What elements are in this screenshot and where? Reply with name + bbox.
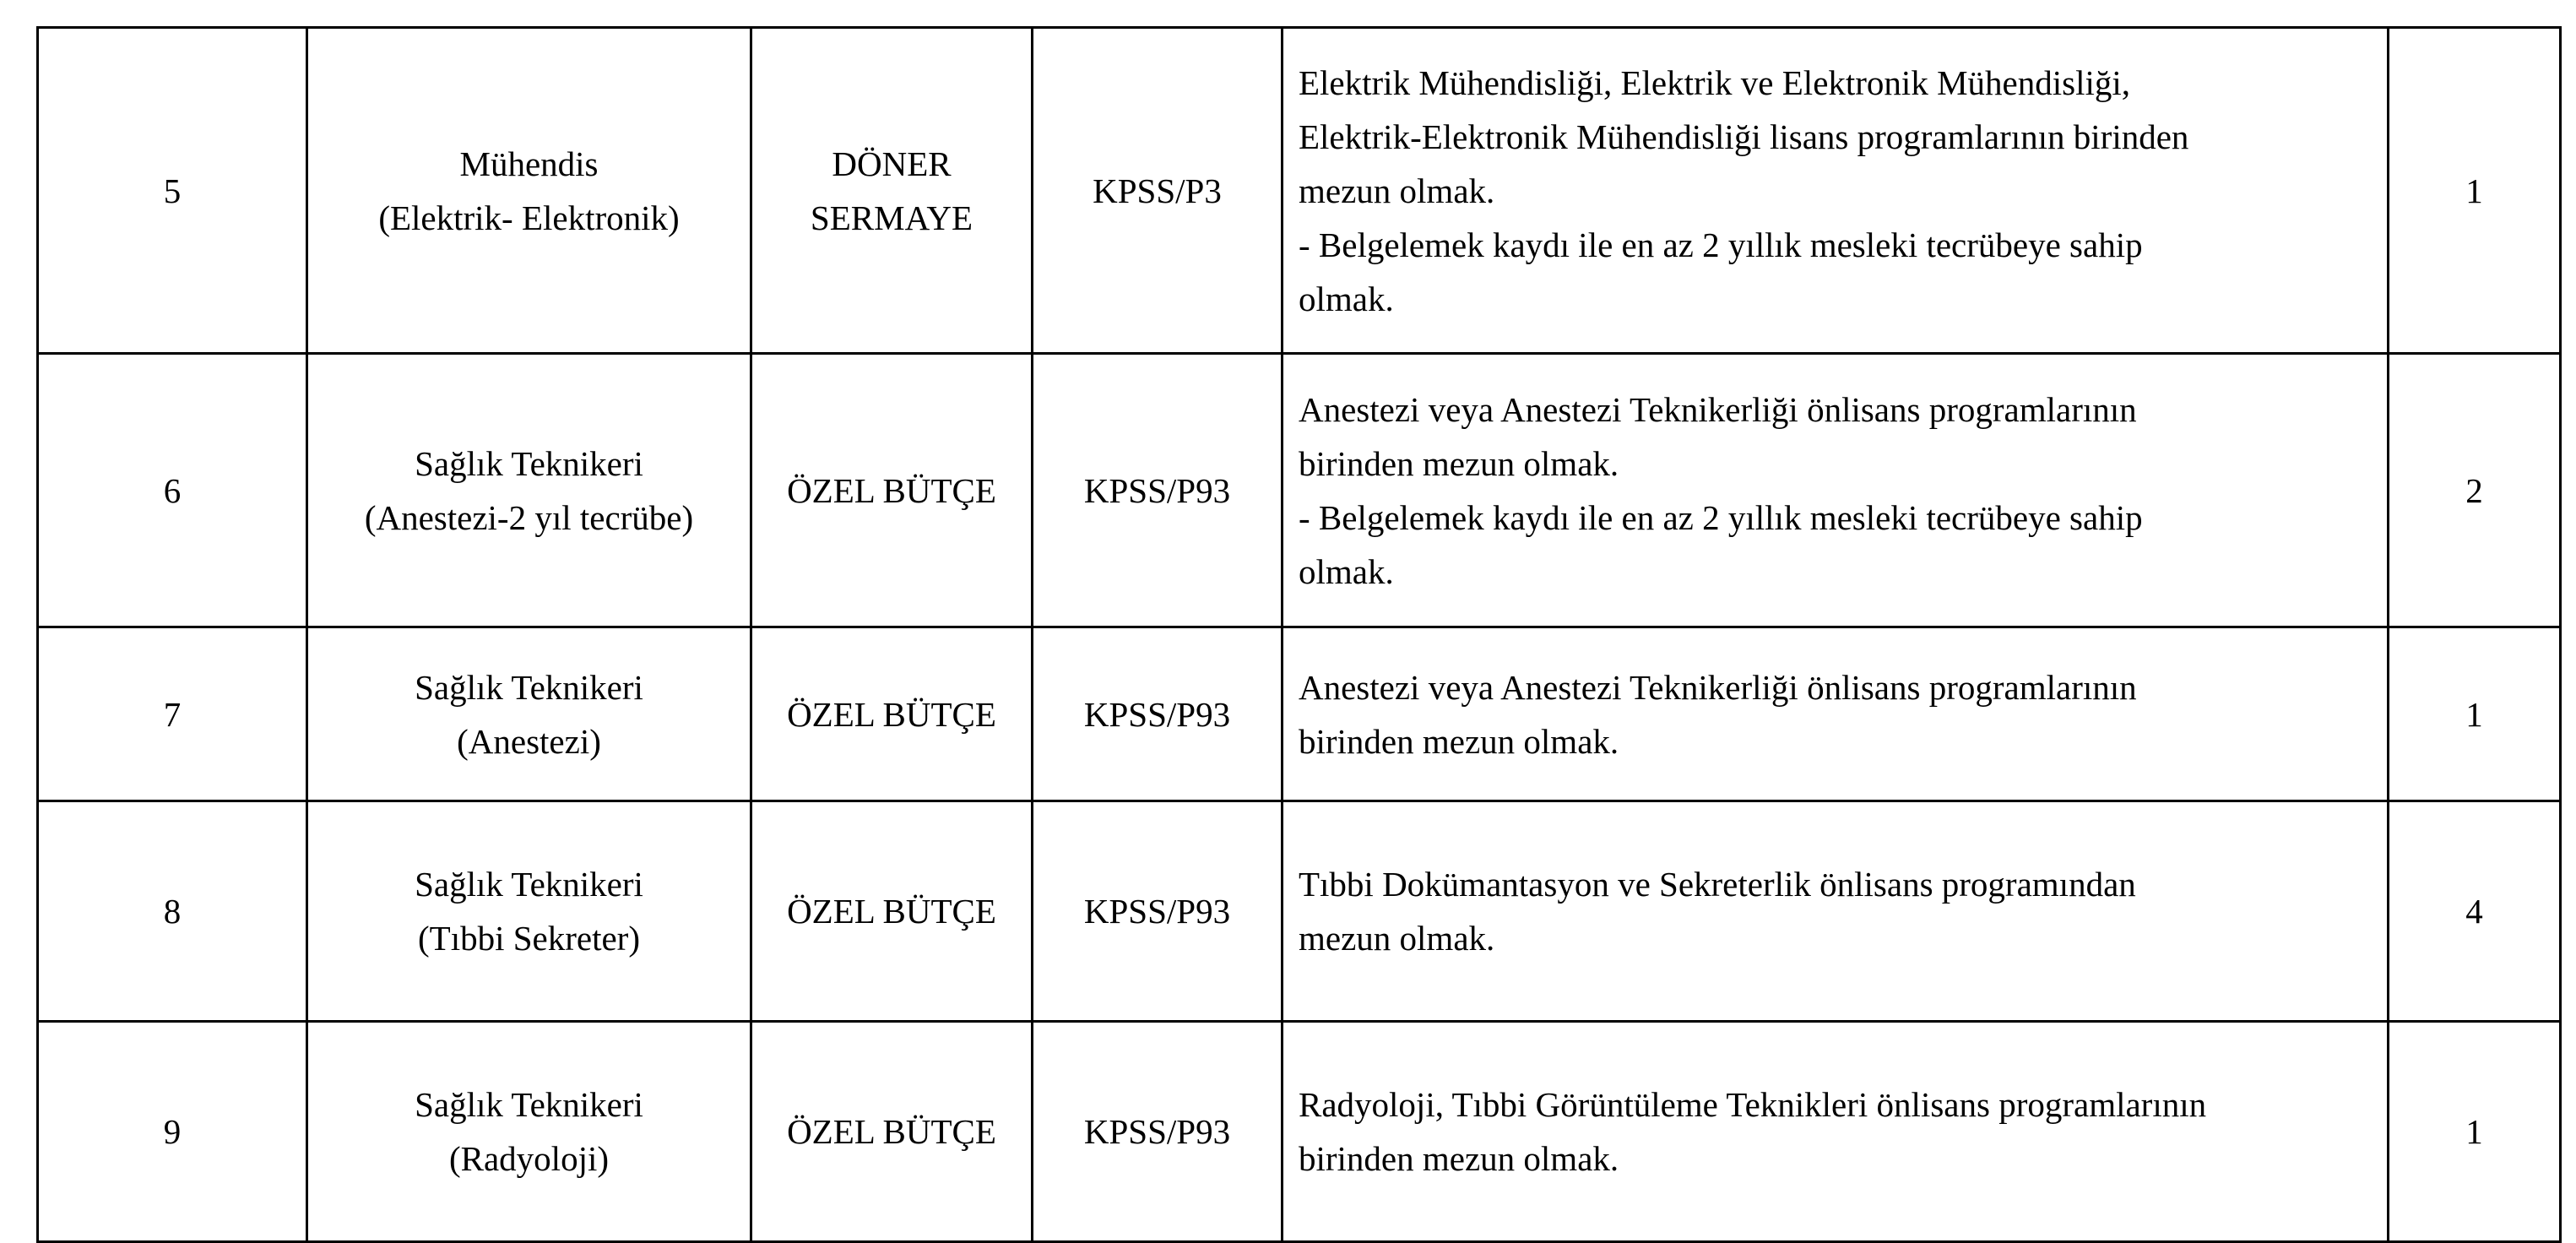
requirement-line: Anestezi veya Anestezi Teknikerliği önlisans programlarının [1299, 389, 2137, 429]
table-row [38, 627, 2561, 801]
requirement-line: Tıbbi Dokümantasyon ve Sekreterlik önlisans programından [1299, 865, 2136, 904]
budget-type-cell [751, 627, 1033, 801]
position-title-line: Sağlık Teknikeri [415, 865, 643, 904]
position-title-line: (Anestezi-2 yıl tecrübe) [364, 497, 694, 537]
budget-type-cell [751, 1022, 1033, 1242]
row-number-cell: 7 [38, 627, 307, 801]
table-row [38, 1022, 2561, 1242]
requirement-line: Anestezi veya Anestezi Teknikerliği önlisans programlarının [1299, 667, 2137, 707]
quota-cell: 1 [2389, 627, 2561, 801]
requirement-line: Elektrik Mühendisliği, Elektrik ve Elektronik Mühendisliği, [1299, 62, 2131, 102]
position-title-line: (Tıbbi Sekreter) [418, 919, 640, 958]
budget-type-line: ÖZEL BÜTÇE [787, 892, 996, 931]
requirement-line: birinden mezun olmak. [1299, 721, 1619, 761]
requirement-line: birinden mezun olmak. [1299, 1139, 1619, 1178]
position-title-cell [307, 627, 751, 801]
staff-recruitment-table [36, 26, 2562, 1243]
budget-type-cell [751, 354, 1033, 627]
requirement-line: olmak. [1299, 279, 1394, 318]
budget-type-line: SERMAYE [810, 198, 973, 237]
position-title-line: (Radyoloji) [448, 1139, 610, 1178]
requirements-cell [1283, 627, 2389, 801]
requirement-line: birinden mezun olmak. [1299, 443, 1619, 483]
requirements-cell [1283, 801, 2389, 1022]
budget-type-line: ÖZEL BÜTÇE [787, 470, 996, 510]
table-row [38, 801, 2561, 1022]
position-title-cell [307, 1022, 751, 1242]
requirements-cell [1283, 354, 2389, 627]
requirements-cell [1283, 28, 2389, 354]
staff-recruitment-table-container [36, 26, 2559, 1243]
quota-cell: 1 [2389, 28, 2561, 354]
requirements-cell [1283, 1022, 2389, 1242]
row-number-cell: 9 [38, 1022, 307, 1242]
requirement-line: olmak. [1299, 551, 1394, 591]
row-number-cell: 8 [38, 801, 307, 1022]
exam-score-type-cell: KPSS/P93 [1033, 1022, 1283, 1242]
table-row [38, 354, 2561, 627]
position-title-line: Sağlık Teknikeri [415, 1085, 643, 1124]
exam-score-type-cell: KPSS/P93 [1033, 801, 1283, 1022]
position-title-cell [307, 354, 751, 627]
budget-type-line: ÖZEL BÜTÇE [787, 1112, 996, 1151]
quota-cell: 4 [2389, 801, 2561, 1022]
position-title-cell [307, 801, 751, 1022]
table-row [38, 28, 2561, 354]
quota-cell: 1 [2389, 1022, 2561, 1242]
budget-type-cell [751, 28, 1033, 354]
budget-type-cell [751, 801, 1033, 1022]
requirement-line: mezun olmak. [1299, 919, 1495, 958]
requirement-line: - Belgelemek kaydı ile en az 2 yıllık mesleki tecrübeye sahip [1299, 497, 2143, 537]
requirement-line: Radyoloji, Tıbbi Görüntüleme Teknikleri önlisans programlarının [1299, 1085, 2207, 1124]
position-title-line: Sağlık Teknikeri [415, 443, 643, 483]
requirement-line: Elektrik-Elektronik Mühendisliği lisans programlarının birinden [1299, 117, 2189, 156]
position-title-line: Mühendis [459, 144, 599, 183]
row-number-cell: 5 [38, 28, 307, 354]
position-title-cell [307, 28, 751, 354]
position-title-line: (Anestezi) [457, 721, 601, 761]
budget-type-line: ÖZEL BÜTÇE [787, 694, 996, 734]
quota-cell: 2 [2389, 354, 2561, 627]
exam-score-type-cell: KPSS/P93 [1033, 627, 1283, 801]
budget-type-line: DÖNER [832, 144, 952, 183]
exam-score-type-cell: KPSS/P3 [1033, 28, 1283, 354]
exam-score-type-cell: KPSS/P93 [1033, 354, 1283, 627]
requirement-line: - Belgelemek kaydı ile en az 2 yıllık mesleki tecrübeye sahip [1299, 225, 2143, 264]
row-number-cell: 6 [38, 354, 307, 627]
position-title-line: Sağlık Teknikeri [415, 667, 643, 707]
requirement-line: mezun olmak. [1299, 171, 1495, 210]
position-title-line: (Elektrik- Elektronik) [378, 198, 680, 237]
